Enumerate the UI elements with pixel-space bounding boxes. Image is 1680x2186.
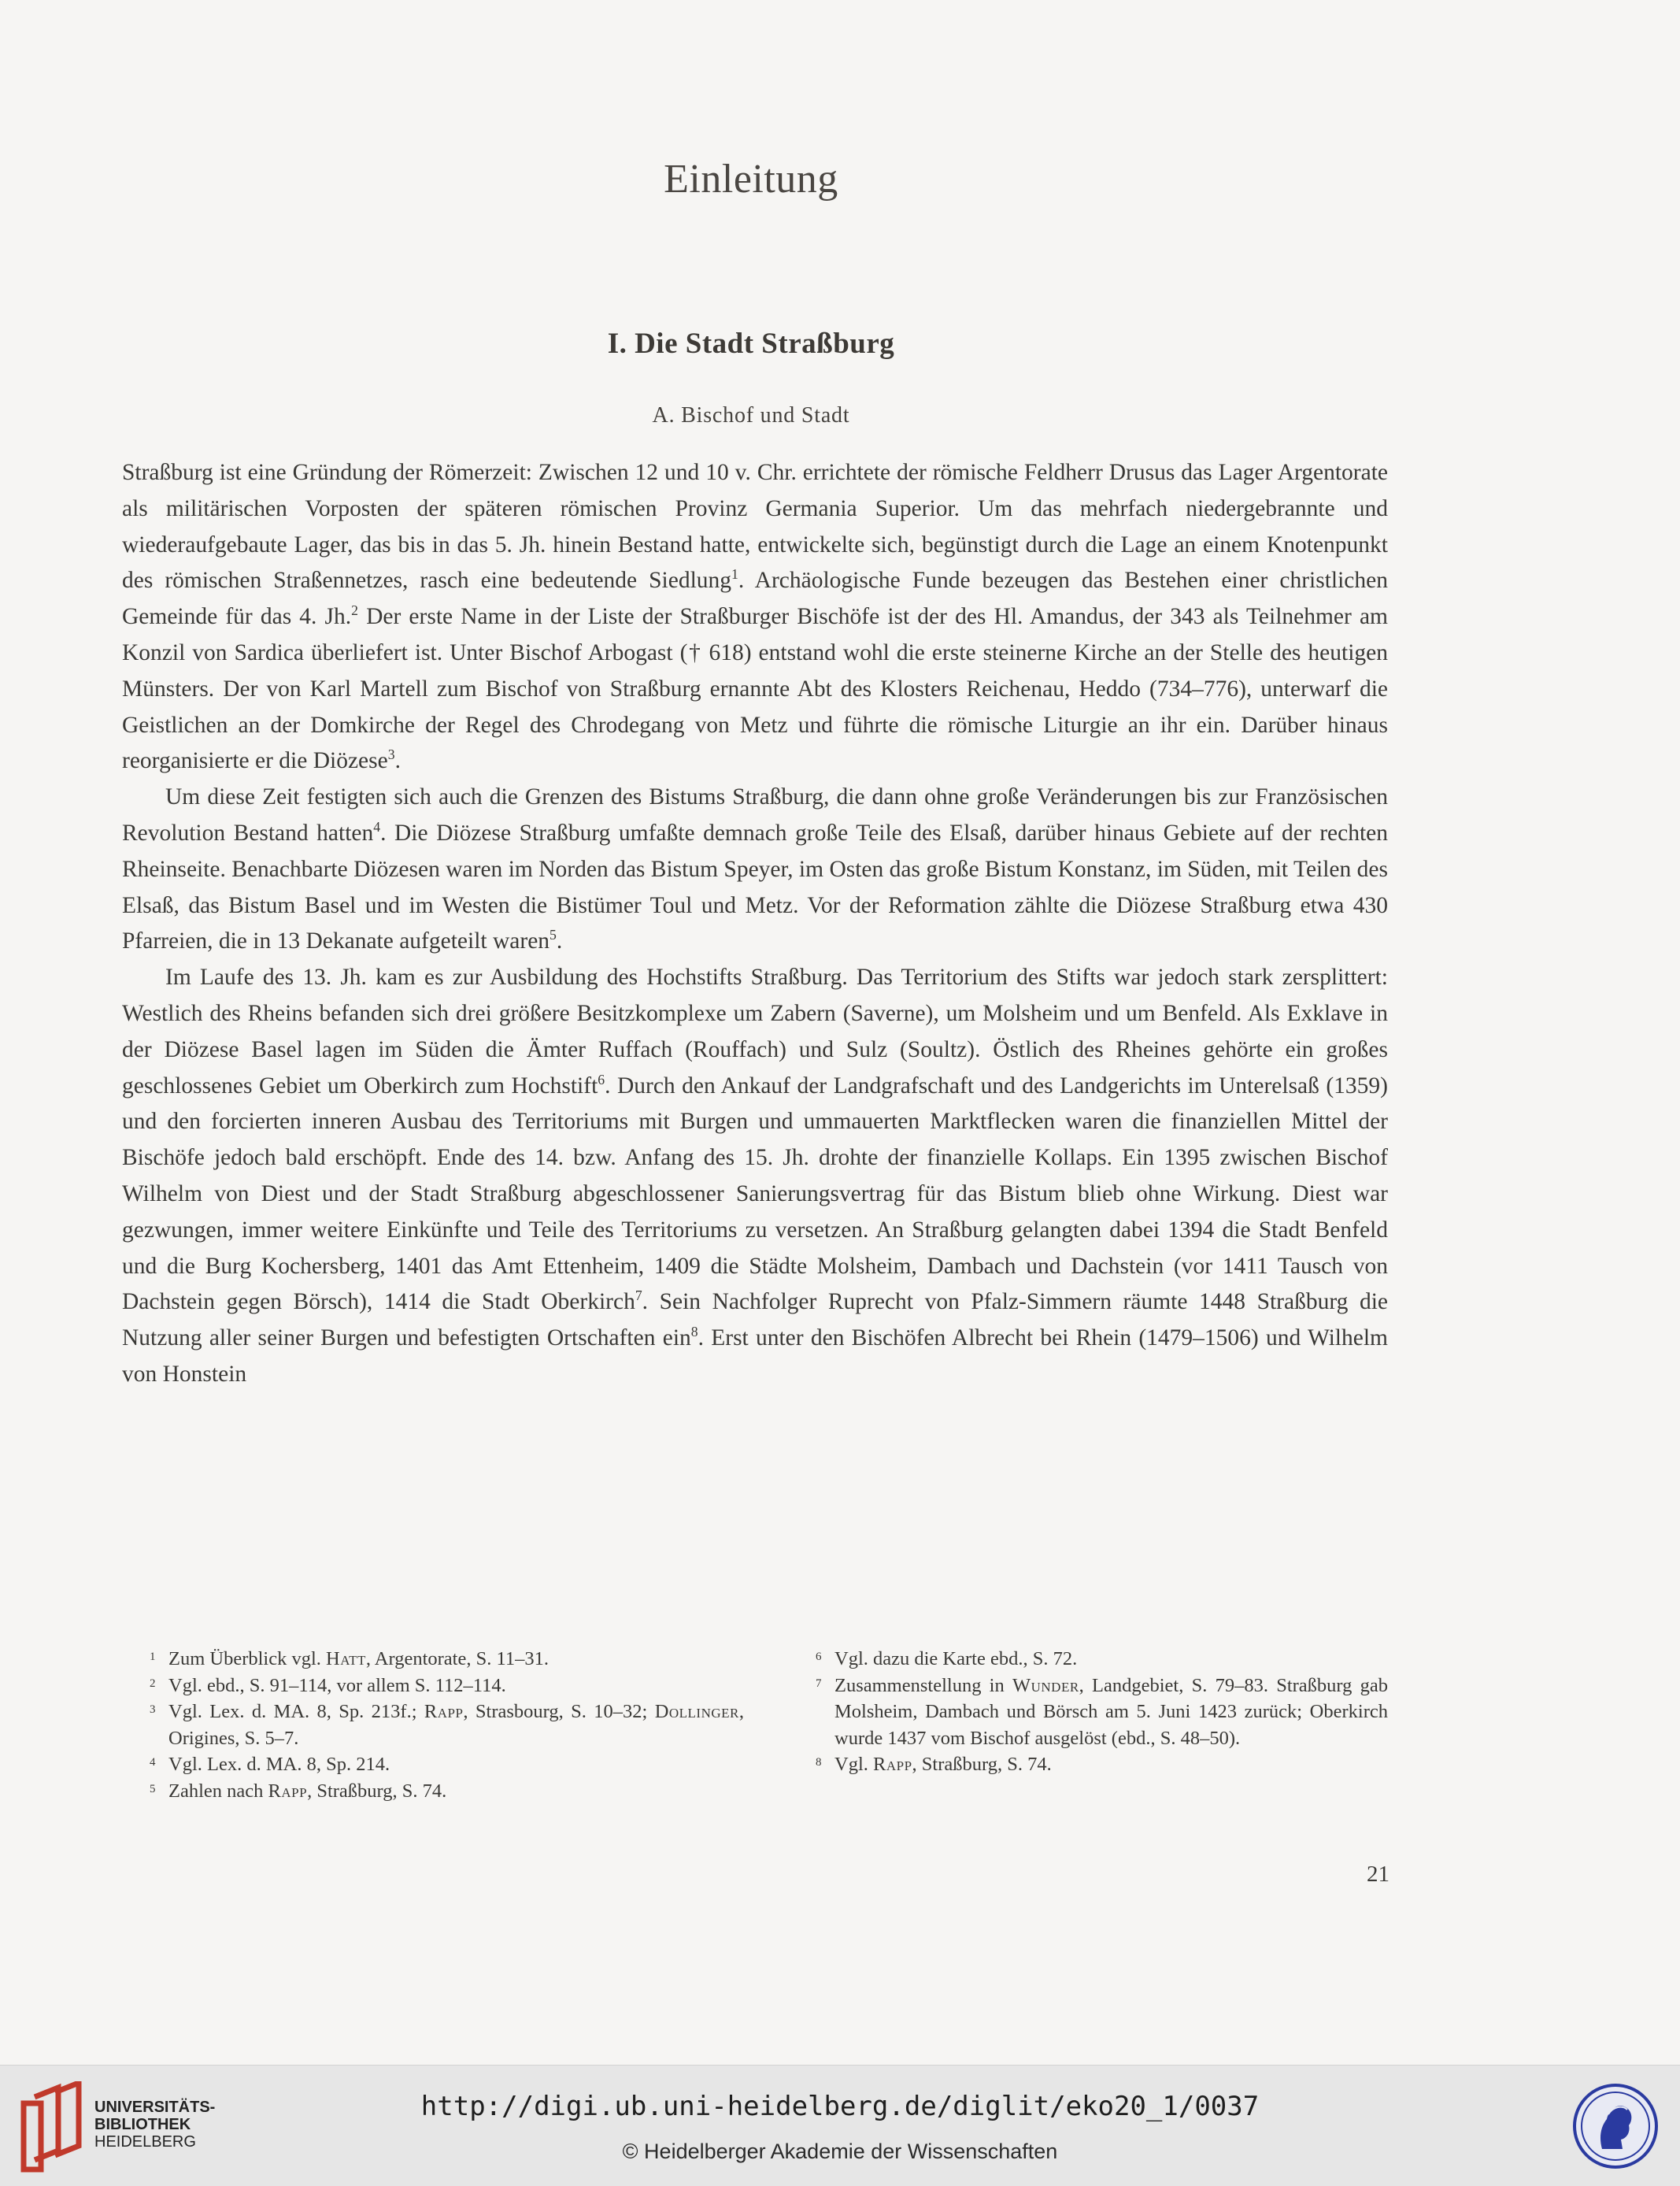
text-run: Zusammenstellung in xyxy=(834,1674,1012,1696)
footnote xyxy=(788,1751,1388,1778)
text-run: . Archäologische Funde bezeugen das Bestehen einer christlichen Gemeinde für das 4. Jh. xyxy=(122,568,1388,630)
footnote xyxy=(122,1778,744,1805)
footnote-reference: 6 xyxy=(598,1071,605,1087)
text-run: , Straßburg, S. 74. xyxy=(912,1754,1052,1775)
text-run: . Durch den Ankauf der Landgrafschaft und des Landgerichts im Unterelsaß (1359) und den forcierten inneren Ausbau des Territoriums mit Burgen und ummauerten Marktflecken waren die finanziellen Mittel der Bischöfe jedoch bald erschöpft. Ende des 14. bzw. Anfang des 15. Jh. drohte der finanzielle Kollaps. Ein 1395 zwischen Bischof Wilhelm von Diest und der Stadt Straßburg abgeschlossener Sanierungsvertrag für das Bistum blieb ohne Wirkung. Diest war gezwungen, immer weitere Einkünfte und Teile des Territoriums zu versetzen. An Straßburg gelangten dabei 1394 die Stadt Benfeld und die Burg Kochersberg, 1401 das Amt Ettenheim, 1409 die Städte Molsheim, Dambach und Dachstein (vor 1411 Tausch von Dachstein gegen Börsch), 1414 die Stadt Oberkirch xyxy=(122,1073,1388,1315)
footnote xyxy=(788,1646,1388,1673)
footnote-reference: 7 xyxy=(635,1288,642,1304)
body-paragraph xyxy=(122,455,1388,780)
author-name: Wunder xyxy=(1012,1674,1079,1696)
text-run: , Origines, S. 5–7. xyxy=(168,1701,744,1749)
author-name: Rapp xyxy=(268,1780,308,1802)
text-run: . Die Diözese Straßburg umfaßte demnach große Teile des Elsaß, darüber hinaus Gebiete auf der rechten Rheinseite. Benachbarte Diözesen waren im Norden das Bistum Speyer, im Osten das große Bistum Konstanz, im Süden, mit Teilen des Elsaß, das Bistum Basel und im Westen die Bistümer Toul und Metz. Vor der Reformation zählte die Diözese Straßburg etwa 430 Pfarreien, die in 13 Dekanate aufgeteilt waren xyxy=(122,820,1389,954)
text-run: , Straßburg, S. 74. xyxy=(307,1780,447,1802)
text-run: . xyxy=(556,928,563,954)
text-run: . xyxy=(394,748,401,774)
text-run: Um diese Zeit festigten sich auch die Grenzen des Bistums Straßburg, die dann ohne große Veränderungen bis zur Französischen Revolution Bestand hatten xyxy=(122,784,1388,846)
text-run: . Erst unter den Bischöfen Albrecht bei Rhein (1479–1506) und Wilhelm von Honstein xyxy=(122,1325,1388,1387)
text-run: Vgl. Lex. d. MA. 8, Sp. 214. xyxy=(168,1754,390,1775)
text-run: Vgl. ebd., S. 91–114, vor allem S. 112–114. xyxy=(168,1674,506,1696)
footnote xyxy=(122,1646,744,1673)
text-run: , Strasbourg, S. 10–32; xyxy=(463,1701,655,1722)
footnote-number: 7 xyxy=(816,1677,822,1690)
footnotes-left-column xyxy=(122,1646,744,1804)
body-text xyxy=(122,455,1388,1393)
text-run: . Sein Nachfolger Ruprecht von Pfalz-Simmern räumte 1448 Straßburg die Nutzung aller seiner Burgen und befestigten Ortschaften ein xyxy=(122,1289,1388,1351)
text-run: Vgl. xyxy=(834,1754,873,1775)
footnote xyxy=(122,1751,744,1778)
page-title: Einleitung xyxy=(664,157,838,202)
footnote-reference: 1 xyxy=(731,566,738,583)
footnote xyxy=(122,1673,744,1699)
footnote-number: 3 xyxy=(150,1703,156,1716)
text-run: Vgl. Lex. d. MA. 8, Sp. 213f.; xyxy=(168,1701,424,1722)
text-run: Im Laufe des 13. Jh. kam es zur Ausbildung des Hochstifts Straßburg. Das Territorium des Stifts war jedoch stark zersplittert: Westlich des Rheins befanden sich drei größere Besitzkomplexe um Zabern (Saverne), um Molsheim und um Benfeld. Als Exklave in der Diözese Basel lagen im Süden die Ämter Ruffach (Rouffach) und Sulz (Soultz). Östlich des Rheines gehörte ein großes geschlossenes Gebiet um Oberkirch zum Hochstift xyxy=(122,965,1388,1099)
copyright-notice: © Heidelberger Akademie der Wissenschaften xyxy=(622,2140,1058,2163)
footnote-reference: 8 xyxy=(690,1324,698,1340)
library-name-line-1: UNIVERSITÄTS- xyxy=(94,2099,216,2116)
author-name: Dollinger xyxy=(654,1701,739,1722)
viewer-footer xyxy=(0,2065,1680,2186)
text-run: Vgl. dazu die Karte ebd., S. 72. xyxy=(834,1648,1078,1669)
body-paragraph xyxy=(122,780,1388,960)
footnote-number: 2 xyxy=(150,1677,156,1690)
footnote-reference: 5 xyxy=(550,927,557,943)
author-name: Rapp xyxy=(873,1754,912,1775)
footnote-number: 6 xyxy=(816,1651,822,1663)
text-run: Straßburg ist eine Gründung der Römerzeit: Zwischen 12 und 10 v. Chr. errichtete der römische Feldherr Drusus das Lager Argentorate als militärischen Vorposten der späteren römischen Provinz Germania Superior. Um das mehrfach niedergebrannte und wiederaufgebaute Lager, das bis in das 5. Jh. hinein Bestand hatte, entwickelte sich, begünstigt durch die Lage an einem Knotenpunkt des römischen Straßennetzes, rasch eine bedeutende Siedlung xyxy=(122,460,1388,594)
footnote-reference: 3 xyxy=(387,747,395,763)
body-paragraph xyxy=(122,960,1388,1393)
footnote-number: 5 xyxy=(150,1782,156,1795)
footnote-number: 1 xyxy=(150,1651,156,1663)
text-run: Zahlen nach xyxy=(168,1780,268,1802)
author-name: Hatt xyxy=(326,1648,366,1669)
text-run: , Landgebiet, S. 79–83. Straßburg gab Molsheim, Dambach und Börsch am 5. Juni 1423 zurück; Oberkirch wurde 1437 vom Bischof ausgelöst (ebd., S. 48–50). xyxy=(834,1674,1388,1749)
footnotes xyxy=(122,1646,1388,1804)
footnotes-right-column xyxy=(788,1646,1388,1804)
footnote-number: 8 xyxy=(816,1756,822,1769)
footnote xyxy=(122,1699,744,1751)
author-name: Rapp xyxy=(424,1701,464,1722)
footnote-number: 4 xyxy=(150,1756,156,1769)
text-run: Zum Überblick vgl. xyxy=(168,1648,327,1669)
footnote-reference: 2 xyxy=(351,602,358,619)
library-name-line-3: HEIDELBERG xyxy=(94,2133,196,2151)
footnote-reference: 4 xyxy=(373,819,381,835)
subsection-title: A. Bischof und Stadt xyxy=(652,403,850,428)
section-title: I. Die Stadt Straßburg xyxy=(607,328,895,360)
footnote xyxy=(788,1673,1388,1752)
page-number: 21 xyxy=(1367,1862,1390,1887)
text-run: Der erste Name in der Liste der Straßburger Bischöfe ist der des Hl. Amandus, der 343 als Teilnehmer am Konzil von Sardica überliefert ist. Unter Bischof Arbogast († 618) entstand wohl die erste steinerne Kirche an der Stelle des heutigen Münsters. Der von Karl Martell zum Bischof von Straßburg ernannte Abt des Klosters Reichenau, Heddo (734–776), unterwarf die Geistlichen an der Domkirche der Regel des Chrodegang von Metz und führte die römische Liturgie an ihr ein. Darüber hinaus reorganisierte er die Diözese xyxy=(122,604,1388,774)
library-name-line-2: BIBLIOTHEK xyxy=(94,2116,191,2133)
academy-seal-icon xyxy=(1572,2083,1659,2169)
text-run: , Argentorate, S. 11–31. xyxy=(365,1648,549,1669)
permalink-url[interactable]: http://digi.ub.uni-heidelberg.de/diglit/eko20_1/0037 xyxy=(420,2091,1260,2122)
